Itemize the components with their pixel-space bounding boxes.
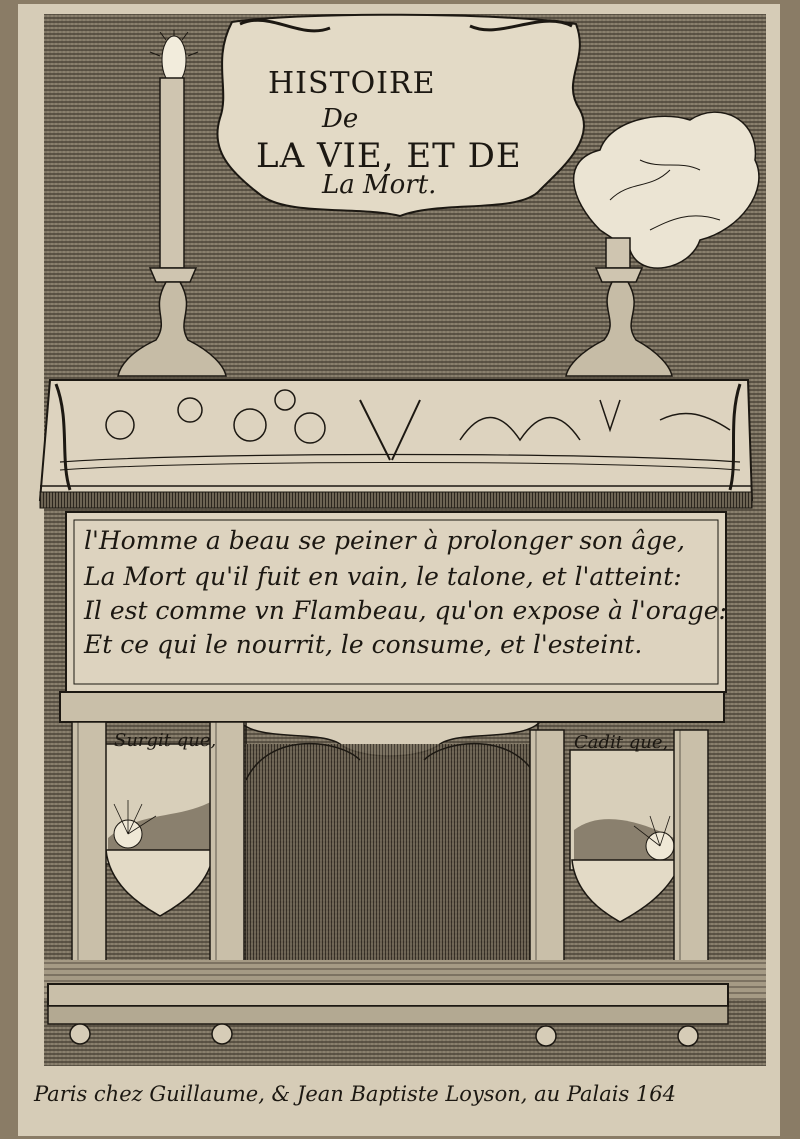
table-base	[48, 984, 728, 1006]
arch-shadow	[246, 744, 538, 980]
embroidered-altar-cloth	[40, 380, 752, 508]
title-line-histoire: HISTOIRE	[268, 66, 436, 101]
title-line-la-mort: La Mort.	[322, 170, 437, 200]
title-line-la-vie: LA VIE, ET DE	[256, 136, 522, 176]
verse-line: l'Homme a beau se peiner à prolonger son âge,	[84, 526, 685, 555]
verse-line: Il est comme vn Flambeau, qu'on expose à l'orage:	[84, 596, 727, 625]
title-line-de: De	[322, 104, 359, 134]
verse-line: La Mort qu'il fuit en vain, le talone, et l'atteint:	[84, 562, 682, 591]
verse-line: Et ce qui le nourrit, le consume, et l'esteint.	[84, 630, 643, 659]
motto-cadit: Cadit que,	[574, 732, 669, 753]
publisher-imprint: Paris chez Guillaume, & Jean Baptiste Loyson, au Palais 164	[34, 1082, 677, 1106]
motto-surgit: Surgit que,	[114, 730, 217, 751]
